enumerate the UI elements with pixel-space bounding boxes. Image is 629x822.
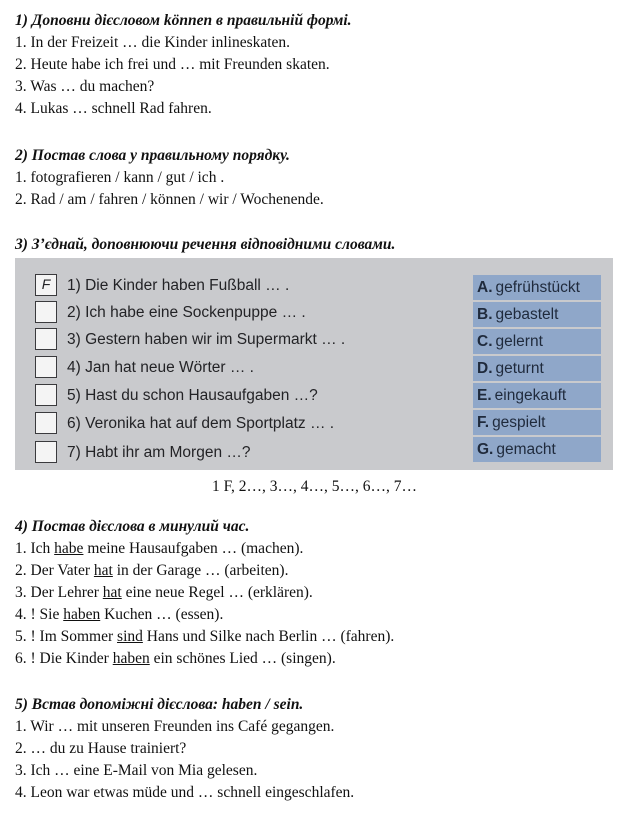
answer-option: [473, 437, 601, 462]
task-text: 4) Jan hat neue Wörter … .: [67, 359, 254, 376]
task-text: 6) Veronika hat auf dem Sportplatz … .: [67, 415, 335, 432]
task-text: 7) Habt ihr am Morgen …?: [67, 444, 251, 461]
answer-letter: G.: [477, 441, 494, 458]
underlined-verb: habe: [54, 540, 84, 557]
line-text: 3. Der Lehrer: [15, 584, 103, 601]
answer-letter: B.: [477, 306, 493, 323]
section-5-heading: 5) Встав допоміжні дієслова: haben / sein.: [15, 696, 304, 713]
answer-line: 1 F, 2…, 3…, 4…, 5…, 6…, 7…: [211, 478, 417, 495]
line-text: Kuchen … (essen).: [100, 606, 224, 623]
answer-box[interactable]: [35, 412, 57, 434]
answer-box[interactable]: F: [35, 274, 57, 296]
section-4-heading: 4) Постав дієслова в минулий час.: [15, 518, 250, 535]
answer-option: [473, 329, 601, 354]
line-text: 2. Der Vater: [15, 562, 94, 579]
exercise-line: [15, 560, 619, 582]
exercise-line: [15, 604, 619, 626]
answer-option: [473, 356, 601, 381]
answer-box[interactable]: [35, 356, 57, 378]
exercise-line: 1. fotografieren / kann / gut / ich .: [15, 169, 225, 186]
answer-word: geturnt: [495, 360, 544, 377]
line-text: meine Hausaufgaben … (machen).: [83, 540, 304, 557]
underlined-verb: haben: [63, 606, 101, 623]
matching-panel: [15, 258, 613, 470]
section-5: [15, 694, 619, 804]
exercise-line: 4. Leon war etwas müde und … schnell eingeschlafen.: [15, 784, 355, 801]
answer-word: gefrühstückt: [495, 279, 580, 296]
answer-letter: A.: [477, 279, 493, 296]
line-text: 5. ! Im Sommer: [15, 628, 118, 645]
underlined-verb: haben: [112, 650, 150, 667]
exercise-line: [15, 538, 619, 560]
exercise-line: 3. Was … du machen?: [15, 78, 155, 95]
answer-word: gebastelt: [495, 306, 559, 323]
task-text: 2) Ich habe eine Sockenpuppe … .: [67, 304, 306, 321]
exercise-line: [15, 648, 619, 670]
exercise-line: 2. Rad / am / fahren / können / wir / Wochenende.: [15, 191, 324, 208]
answer-word: eingekauft: [494, 387, 567, 404]
task-text: 5) Hast du schon Hausaufgaben …?: [67, 387, 318, 404]
section-1-heading: 1) Доповни дієсловом können в правильній формі.: [15, 12, 352, 29]
answer-box[interactable]: [35, 384, 57, 406]
task-text: 3) Gestern haben wir im Supermarkt … .: [67, 331, 346, 348]
underlined-verb: sind: [117, 628, 143, 645]
section-2-heading: 2) Постав слова у правильному порядку.: [15, 147, 290, 164]
answer-option: [473, 383, 601, 408]
section-2: [15, 145, 619, 211]
section-3: [15, 234, 619, 256]
answer-letter: D.: [477, 360, 493, 377]
exercise-line: [15, 582, 619, 604]
answer-word: gelernt: [495, 333, 543, 350]
exercise-line: 2. Heute habe ich frei und … mit Freunden skaten.: [15, 56, 330, 73]
exercise-line: 1. Wir … mit unseren Freunden ins Café gegangen.: [15, 718, 335, 735]
line-text: in der Garage … (arbeiten).: [112, 562, 289, 579]
answer-letter: E.: [477, 387, 492, 404]
section-4: [15, 516, 619, 670]
answer-option: [473, 410, 601, 435]
section-3-heading: 3) З’єднай, доповнюючи речення відповідними словами.: [15, 236, 396, 253]
answer-box[interactable]: [35, 328, 57, 350]
line-text: 6. ! Die Kinder: [15, 650, 113, 667]
exercise-line: 4. Lukas … schnell Rad fahren.: [15, 100, 212, 117]
underlined-verb: hat: [93, 562, 113, 579]
answer-letter: F.: [477, 414, 490, 431]
line-text: ein schönes Lied … (singen).: [149, 650, 336, 667]
line-text: 4. ! Sie: [15, 606, 64, 623]
answer-option: [473, 302, 601, 327]
answer-option: [473, 275, 601, 300]
exercise-line: 1. In der Freizeit … die Kinder inlineskaten.: [15, 34, 291, 51]
answer-word: gemacht: [496, 441, 556, 458]
exercise-line: 2. … du zu Hause trainiert?: [15, 740, 187, 757]
underlined-verb: hat: [102, 584, 122, 601]
line-text: eine neue Regel … (erklären).: [121, 584, 313, 601]
answer-box[interactable]: [35, 301, 57, 323]
line-text: Hans und Silke nach Berlin … (fahren).: [142, 628, 395, 645]
exercise-line: [15, 626, 619, 648]
task-text: 1) Die Kinder haben Fußball … .: [67, 277, 290, 294]
section-1: [15, 10, 619, 120]
answer-box[interactable]: [35, 441, 57, 463]
answer-letter: C.: [477, 333, 493, 350]
line-text: 1. Ich: [15, 540, 55, 557]
answer-word: gespielt: [492, 414, 546, 431]
exercise-line: 3. Ich … eine E-Mail von Mia gelesen.: [15, 762, 258, 779]
